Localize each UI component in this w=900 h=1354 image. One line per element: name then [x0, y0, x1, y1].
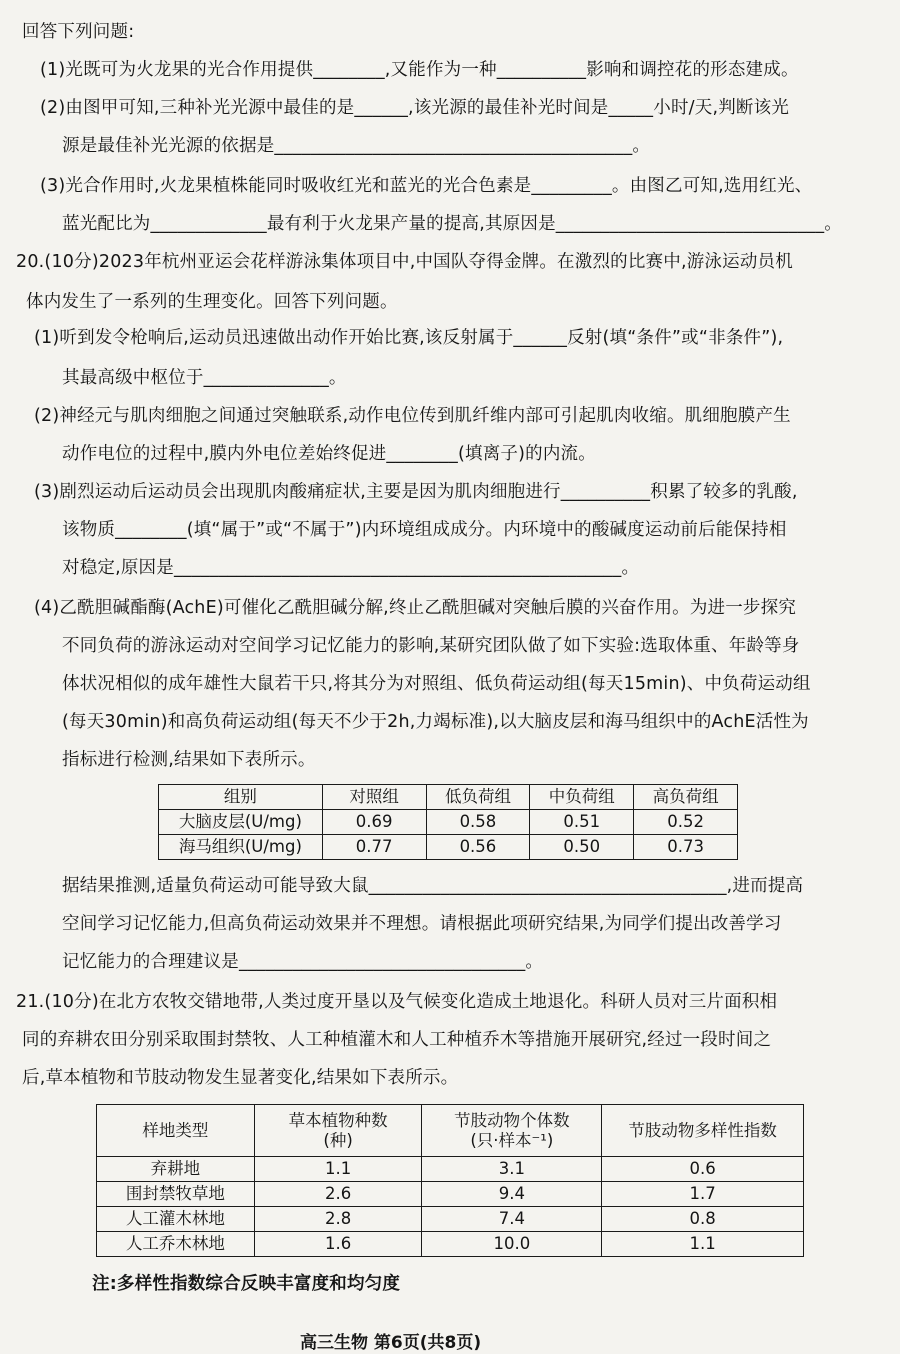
q20-part4-line5: 指标进行检测,结果如下表所示。 [62, 750, 316, 770]
q21-stem-line3: 后,草本植物和节肢动物发生显著变化,结果如下表所示。 [22, 1068, 459, 1088]
q20-part4-line4: (每天30min)和高负荷运动组(每天不少于2h,力竭标准),以大脑皮层和海马组织中的AchE活性为 [62, 712, 809, 732]
table-cell: 0.58 [426, 810, 530, 835]
table-note: 注:多样性指数综合反映丰富度和均匀度 [92, 1274, 401, 1294]
ache-activity-table [158, 784, 738, 860]
table-cell: 0.69 [322, 810, 426, 835]
q20-stem-line2: 体内发生了一系列的生理变化。回答下列问题。 [26, 292, 398, 312]
q20-part4-line2: 不同负荷的游泳运动对空间学习记忆能力的影响,某研究团队做了如下实验:选取体重、年龄等身 [62, 636, 800, 656]
table-header-row [159, 785, 738, 810]
q20-part4-line8: 记忆能力的合理建议是________________________________。 [62, 952, 544, 972]
table-header-cell: 高负荷组 [634, 785, 738, 810]
q21-stem-line2: 同的弃耕农田分别采取围封禁牧、人工种植灌木和人工种植乔木等措施开展研究,经过一段时间之 [22, 1030, 772, 1050]
table-header-cell: 对照组 [322, 785, 426, 810]
answer-intro: 回答下列问题: [22, 22, 135, 42]
q19-part3-line2: 蓝光配比为_____________最有利于火龙果产量的提高,其原因是______________________________。 [62, 214, 843, 234]
table-cell: 9.4 [422, 1182, 602, 1207]
header-line: 节肢动物个体数 [454, 1110, 570, 1130]
table-cell: 人工乔木林地 [97, 1232, 255, 1257]
q20-part4-line7: 空间学习记忆能力,但高负荷运动效果并不理想。请根据此项研究结果,为同学们提出改善学习 [62, 914, 782, 934]
q20-part3-line3: 对稳定,原因是__________________________________________________。 [62, 558, 640, 578]
table-cell: 0.73 [634, 835, 738, 860]
table-row [97, 1207, 804, 1232]
table-cell: 1.1 [602, 1232, 804, 1257]
header-line: (种) [323, 1130, 353, 1150]
table-cell: 2.8 [254, 1207, 422, 1232]
q20-part4-line1: (4)乙酰胆碱酯酶(AchE)可催化乙酰胆碱分解,终止乙酰胆碱对突触后膜的兴奋作用。为进一步探究 [34, 598, 797, 618]
q20-part3-line1: (3)剧烈运动后运动员会出现肌肉酸痛症状,主要是因为肌肉细胞进行__________积累了较多的乳酸, [34, 482, 798, 502]
table-cell: 0.56 [426, 835, 530, 860]
table-header-cell [254, 1105, 422, 1157]
table-header-row [97, 1105, 804, 1157]
table-cell: 2.6 [254, 1182, 422, 1207]
q20-part4-line6: 据结果推测,适量负荷运动可能导致大鼠________________________________________,进而提高 [62, 876, 804, 896]
table-cell: 1.6 [254, 1232, 422, 1257]
q19-part2-line1: (2)由图甲可知,三种补光光源中最佳的是______,该光源的最佳补光时间是_____小时/天,判断该光 [40, 98, 790, 118]
table-cell: 3.1 [422, 1157, 602, 1182]
table-header-cell: 中负荷组 [530, 785, 634, 810]
q20-part2-line1: (2)神经元与肌肉细胞之间通过突触联系,动作电位传到肌纤维内部可引起肌肉收缩。肌细胞膜产生 [34, 406, 791, 426]
q20-part3-line2: 该物质________(填“属于”或“不属于”)内环境组成成分。内环境中的酸碱度运动前后能保持相 [62, 520, 787, 540]
table-cell: 大脑皮层(U/mg) [159, 810, 323, 835]
table-row [159, 810, 738, 835]
q20-part1-line2: 其最高级中枢位于______________。 [62, 368, 347, 388]
q20-part2-line2: 动作电位的过程中,膜内外电位差始终促进________(填离子)的内流。 [62, 444, 596, 464]
table-row [97, 1232, 804, 1257]
q20-part4-line3: 体状况相似的成年雄性大鼠若干只,将其分为对照组、低负荷运动组(每天15min)、中负荷运动组 [62, 674, 811, 694]
table-header-cell: 低负荷组 [426, 785, 530, 810]
table-cell: 10.0 [422, 1232, 602, 1257]
table-cell: 海马组织(U/mg) [159, 835, 323, 860]
q19-part1: (1)光既可为火龙果的光合作用提供________,又能作为一种__________影响和调控花的形态建成。 [40, 60, 799, 80]
table-cell: 1.1 [254, 1157, 422, 1182]
q20-stem-line1: 20.(10分)2023年杭州亚运会花样游泳集体项目中,中国队夺得金牌。在激烈的比赛中,游泳运动员机 [16, 252, 793, 272]
table-header-cell: 样地类型 [97, 1105, 255, 1157]
table-cell: 人工灌木林地 [97, 1207, 255, 1232]
table-cell: 0.8 [602, 1207, 804, 1232]
q19-part3-line1: (3)光合作用时,火龙果植株能同时吸收红光和蓝光的光合色素是_________。由图乙可知,选用红光、 [40, 176, 813, 196]
table-header-cell: 节肢动物多样性指数 [602, 1105, 804, 1157]
header-line: 草本植物种数 [288, 1110, 388, 1130]
table-row [97, 1157, 804, 1182]
q20-part1-line1: (1)听到发令枪响后,运动员迅速做出动作开始比赛,该反射属于______反射(填“条件”或“非条件”), [34, 328, 784, 348]
table-header-cell [422, 1105, 602, 1157]
q19-part2-line2: 源是最佳补光光源的依据是________________________________________。 [62, 136, 651, 156]
table-cell: 1.7 [602, 1182, 804, 1207]
q21-stem-line1: 21.(10分)在北方农牧交错地带,人类过度开垦以及气候变化造成土地退化。科研人员对三片面积相 [16, 992, 778, 1012]
page-footer: 高三生物 第6页(共8页) [300, 1333, 482, 1353]
table-cell: 0.52 [634, 810, 738, 835]
table-cell: 0.51 [530, 810, 634, 835]
table-cell: 0.6 [602, 1157, 804, 1182]
table-cell: 0.77 [322, 835, 426, 860]
table-cell: 0.50 [530, 835, 634, 860]
table-row [159, 835, 738, 860]
table-row [97, 1182, 804, 1207]
header-line: (只·样本⁻¹) [470, 1130, 554, 1150]
table-cell: 围封禁牧草地 [97, 1182, 255, 1207]
table-header-cell: 组别 [159, 785, 323, 810]
table-cell: 弃耕地 [97, 1157, 255, 1182]
land-restoration-table [96, 1104, 804, 1257]
table-cell: 7.4 [422, 1207, 602, 1232]
